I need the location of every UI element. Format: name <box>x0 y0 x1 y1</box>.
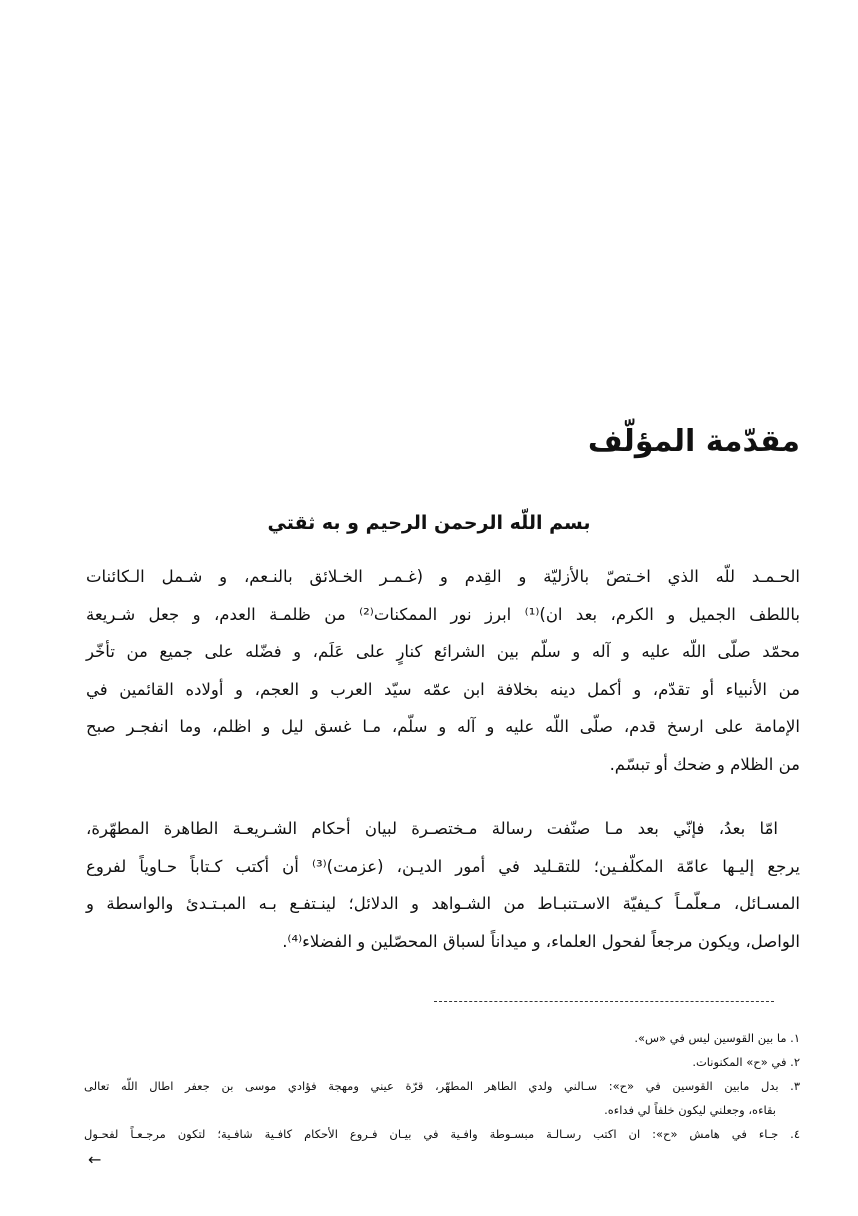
footnote-3-continued: بقاءه، وجعلني ليكون خلفاً لي فداءه. <box>604 1103 776 1117</box>
continuation-arrow-icon: ← <box>88 1150 102 1169</box>
page-title: مقدّمة المؤلّف <box>587 424 800 459</box>
paragraph-2 <box>86 810 800 960</box>
text-line: من الظلام و ضحك أو تبسّم. <box>609 754 800 774</box>
text-line: من الأنبياء أو تقدّم، و أكمل دينه بخلافة ابن عمّه سيّد العرب و العجم، و أولاده القائمين في <box>86 679 800 699</box>
footnote-separator <box>434 1001 774 1002</box>
footnote-2: ٢. في «ح» المكنونات. <box>692 1055 800 1069</box>
text-line: الإمامة على ارسخ قدم، صلّى اللّه عليه و آله و سلّم، مـا غسق ليل و اظلم، وما انفجـر صبح <box>86 717 800 736</box>
footnote-1: ١. ما بين القوسين ليس في «س». <box>634 1031 800 1045</box>
footnotes <box>84 1026 800 1146</box>
footnote-4: ٤. جـاء في هامش «ح»: ان اكتب رسـالـة مبسـوطة وافـية في بيـان فـروع الأحكام كافـية شافـية؛ لتكون مرجـعـاً لفحـول <box>84 1127 800 1141</box>
text-line: امّا بعدُ، فإنّي بعد مـا صنّفت رسالة مـختصـرة لبيان أحكام الشـريعـة الطاهرة المطهّرة، <box>86 819 778 838</box>
text-line: باللطف الجميل و الكرم، بعد ان)⁽¹⁾ ابرز نور الممكنات⁽²⁾ من ظلمـة العدم، و جعل شـريعة <box>86 604 800 624</box>
basmala-heading: بسم اللّه الرحمن الرحيم و به ثقتي <box>267 512 591 534</box>
text-line: الواصل، ويكون مرجعاً لفحول العلماء، و ميداناً لسباق المحصّلين و الفضلاء⁽⁴⁾. <box>282 931 800 951</box>
footnote-3: ٣. بدل مابين القوسين في «ح»: سـالني ولدي الطاهر المطهّر، قرّة عيني ومهجة فؤادي موسى بن جعفر اطال اللّه تعالى <box>84 1079 800 1093</box>
text-line: محمّد صلّى اللّه عليه و آله و سلّم بين الشرائع كنارٍ على عَلَم، و فضّله على جميع من تأخّر <box>86 642 800 661</box>
text-line: يرجع إليـها عامّة المكلّفـين؛ للتقـليد في أمور الديـن، (عزمت)⁽³⁾ أن أكتب كـتاباً حـاوياً لفروع <box>86 856 800 876</box>
paragraph-1 <box>86 558 800 783</box>
text-line: المسـائل، مـعلّمـاً كـيفيّة الاسـتنبـاط من الشـواهد و الدلائل؛ لينـتفـع بـه المبـتـدئ والواسطة و <box>86 894 800 913</box>
text-line: الحـمـد للّه الذي اخـتصّ بالأزليّة و القِدم و (غـمـر الخـلائق بالنـعم، و شـمل الـكائنات <box>86 567 800 586</box>
